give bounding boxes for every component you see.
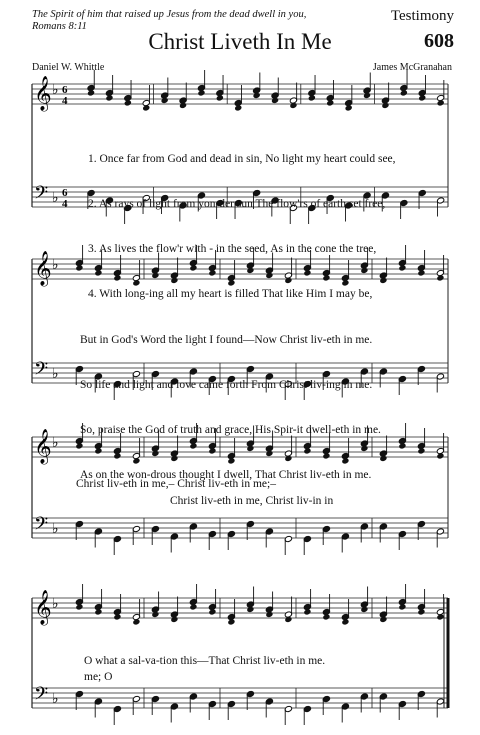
- flat-sign: ♭: [52, 257, 59, 273]
- verse-3-line-a: 3. As lives the flow'r with - in the seed, As in the cone the tree,: [88, 243, 377, 255]
- bass-clef: 𝄢: [34, 684, 49, 709]
- refrain-line-2-bass: me; O: [84, 671, 113, 683]
- hymn-number: 608: [424, 30, 454, 52]
- verse-2-line-a: 2. As rays of light from yon-der sun The flow'rs of earth set free,: [88, 198, 386, 210]
- refrain-line-1-soprano: Christ liv-eth in me,– Christ liv-eth in me;–: [76, 478, 276, 490]
- verse-block-2: [80, 303, 381, 498]
- refrain-line-2-soprano: O what a sal-va-tion this—That Christ liv-eth in me.: [84, 655, 326, 667]
- verse-2-line-b: So life and light and love came forth From Christ liv-ing in me.: [80, 379, 373, 391]
- epigraph-text: The Spirit of him that raised up Jesus from the dead dwell in you,: [32, 9, 307, 20]
- bass-clef: 𝄢: [34, 359, 49, 384]
- flat-sign: ♭: [52, 435, 59, 451]
- time-sig-bottom: 4: [62, 198, 68, 210]
- time-sig-bottom: 4: [62, 95, 68, 107]
- flat-sign: ♭: [52, 366, 59, 382]
- treble-clef: 𝄞: [34, 76, 52, 111]
- hymn-category: Testimony: [390, 8, 454, 24]
- hymn-title: Christ Liveth In Me: [148, 29, 332, 54]
- treble-clef: 𝄞: [34, 251, 52, 286]
- refrain-line-1-bass: Christ liv-eth in me, Christ liv-in in: [170, 495, 334, 507]
- flat-sign: ♭: [52, 521, 59, 537]
- verse-1-line-a: 1. Once far from God and dead in sin, No light my heart could see,: [88, 153, 396, 165]
- flat-sign: ♭: [52, 190, 59, 206]
- time-sig-top: 6: [62, 84, 68, 96]
- verse-4-line-a: 4. With long-ing all my heart is filled That like Him I may be,: [88, 288, 373, 300]
- treble-clef: 𝄞: [34, 590, 52, 625]
- bass-clef: 𝄢: [34, 183, 49, 208]
- verse-4-line-b: As on the won-drous thought I dwell, That Christ liv-eth in me.: [80, 469, 372, 481]
- bass-clef: 𝄢: [34, 514, 49, 539]
- lyricist: Daniel W. Whittle: [32, 62, 105, 73]
- verse-block-1: [88, 122, 396, 317]
- composer: James McGranahan: [372, 62, 452, 73]
- flat-sign: ♭: [52, 596, 59, 612]
- treble-clef: 𝄞: [34, 429, 52, 464]
- time-sig-top: 6: [62, 187, 68, 199]
- flat-sign: ♭: [52, 82, 59, 98]
- verse-3-line-b: So, praise the God of truth and grace, His Spir-it dwell-eth in me.: [80, 424, 381, 436]
- flat-sign: ♭: [52, 691, 59, 707]
- verse-1-line-b: But in God's Word the light I found—Now Christ liv-eth in me.: [80, 334, 373, 346]
- scripture-reference: Romans 8:11: [32, 21, 87, 32]
